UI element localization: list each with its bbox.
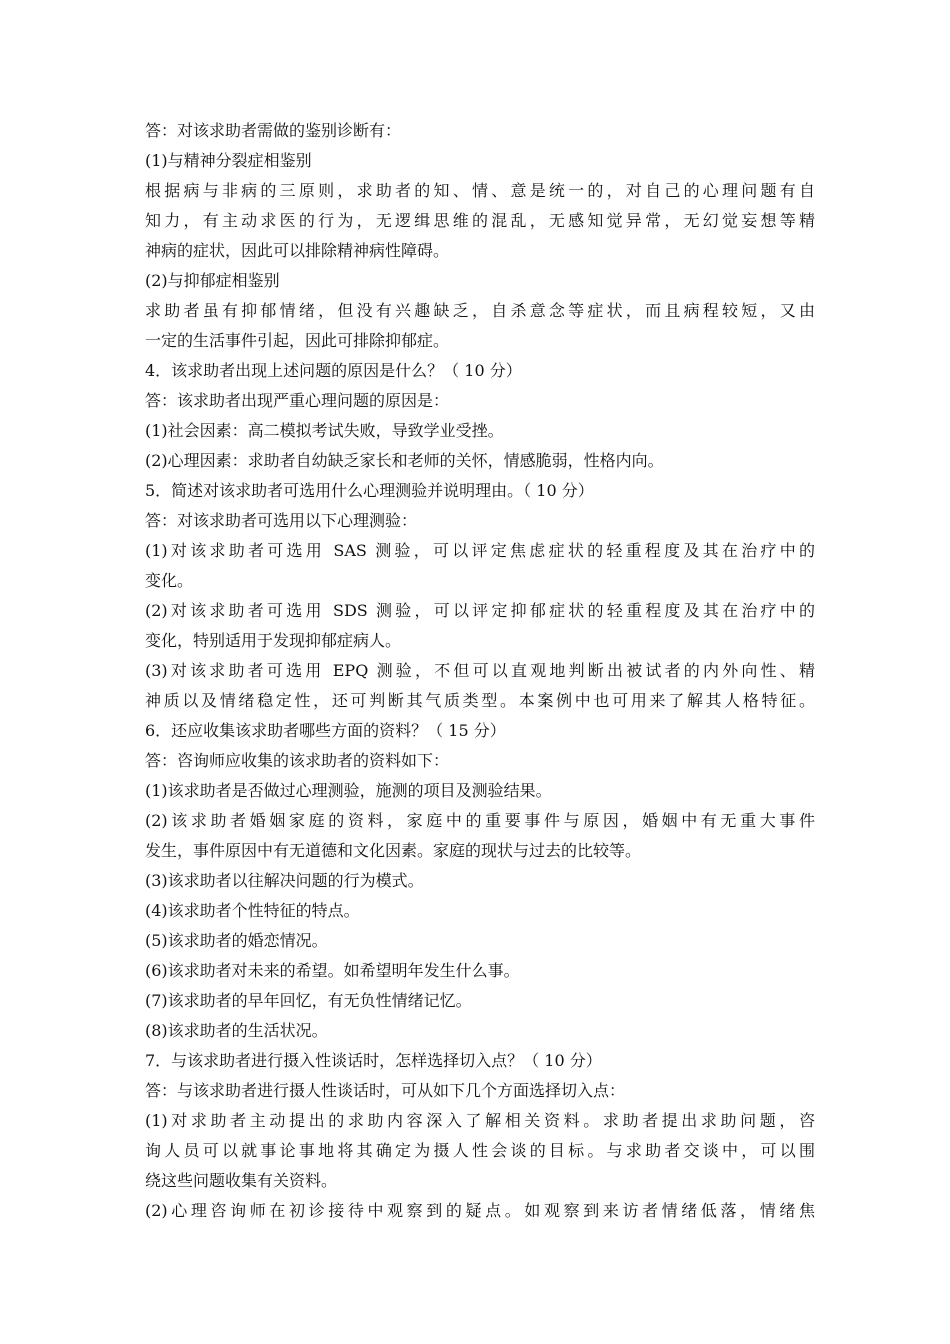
text-line: (3)对该求助者可选用 EPQ 测验，不但可以直观地判断出被试者的内外向性、精	[145, 661, 815, 680]
text-line: (1)对求助者主动提出的求助内容深入了解相关资料。求助者提出求助问题，咨	[145, 1111, 815, 1130]
text-line: 绕这些问题收集有关资料。	[145, 1171, 338, 1190]
text-line: (4)该求助者个性特征的特点。	[145, 901, 360, 920]
text-line: (5)该求助者的婚恋情况。	[145, 931, 328, 950]
text-line: 答：该求助者出现严重心理问题的原因是：	[145, 391, 450, 410]
text-line: (2)对该求助者可选用 SDS 测验，可以评定抑郁症状的轻重程度及其在治疗中的	[145, 601, 815, 620]
text-line: (2)与抑郁症相鉴别	[145, 271, 280, 290]
text-line: 变化，特别适用于发现抑郁症病人。	[145, 631, 402, 650]
text-line: 5．简述对该求助者可选用什么心理测验并说明理由。（ 10 分）	[145, 481, 594, 500]
text-line: 求助者虽有抑郁情绪，但没有兴趣缺乏，自杀意念等症状，而且病程较短，又由	[145, 301, 815, 320]
text-line: 发生，事件原因中有无道德和文化因素。家庭的现状与过去的比较等。	[145, 841, 642, 860]
text-line: 6．还应收集该求助者哪些方面的资料？（ 15 分）	[145, 721, 506, 740]
text-line: (3)该求助者以往解决问题的行为模式。	[145, 871, 424, 890]
text-line: 7．与该求助者进行摄入性谈话时，怎样选择切入点？（ 10 分）	[145, 1051, 602, 1070]
text-line: (1)与精神分裂症相鉴别	[145, 151, 312, 170]
text-line: 神质以及情绪稳定性，还可判断其气质类型。本案例中也可用来了解其人格特征。	[145, 691, 815, 710]
text-line: 4．该求助者出现上述问题的原因是什么？（ 10 分）	[145, 361, 522, 380]
text-line: (1)该求助者是否做过心理测验，施测的项目及测验结果。	[145, 781, 552, 800]
text-line: (1)对该求助者可选用 SAS 测验，可以评定焦虑症状的轻重程度及其在治疗中的	[145, 541, 815, 560]
text-line: (2)该求助者婚姻家庭的资料，家庭中的重要事件与原因，婚姻中有无重大事件	[145, 811, 815, 830]
text-line: (2)心理咨询师在初诊接待中观察到的疑点。如观察到来访者情绪低落，情绪焦	[145, 1201, 815, 1220]
text-line: 询人员可以就事论事地将其确定为摄人性会谈的目标。与求助者交谈中，可以围	[145, 1141, 815, 1160]
text-line: 神病的症状，因此可以排除精神病性障碍。	[145, 241, 450, 260]
text-line: 答：咨询师应收集的该求助者的资料如下：	[145, 751, 450, 770]
text-line: (1)社会因素：高二模拟考试失败，导致学业受挫。	[145, 421, 504, 440]
text-line: 一定的生活事件引起，因此可排除抑郁症。	[145, 331, 450, 350]
text-line: 答：与该求助者进行摄人性谈话时，可从如下几个方面选择切入点：	[145, 1081, 626, 1100]
text-line: 变化。	[145, 571, 194, 590]
text-line: (7)该求助者的早年回忆，有无负性情绪记忆。	[145, 991, 472, 1010]
text-line: (6)该求助者对未来的希望。如希望明年发生什么事。	[145, 961, 520, 980]
text-line: (2)心理因素：求助者自幼缺乏家长和老师的关怀，情感脆弱，性格内向。	[145, 451, 664, 470]
text-line: 知力，有主动求医的行为，无逻缉思维的混乱，无感知觉异常，无幻觉妄想等精	[145, 211, 815, 230]
text-line: (8)该求助者的生活状况。	[145, 1021, 328, 1040]
text-line: 答：对该求助者需做的鉴别诊断有：	[145, 121, 402, 140]
text-line: 根据病与非病的三原则，求助者的知、情、意是统一的，对自己的心理问题有自	[145, 181, 815, 200]
document-body	[145, 116, 815, 1226]
text-line: 答：对该求助者可选用以下心理测验：	[145, 511, 418, 530]
